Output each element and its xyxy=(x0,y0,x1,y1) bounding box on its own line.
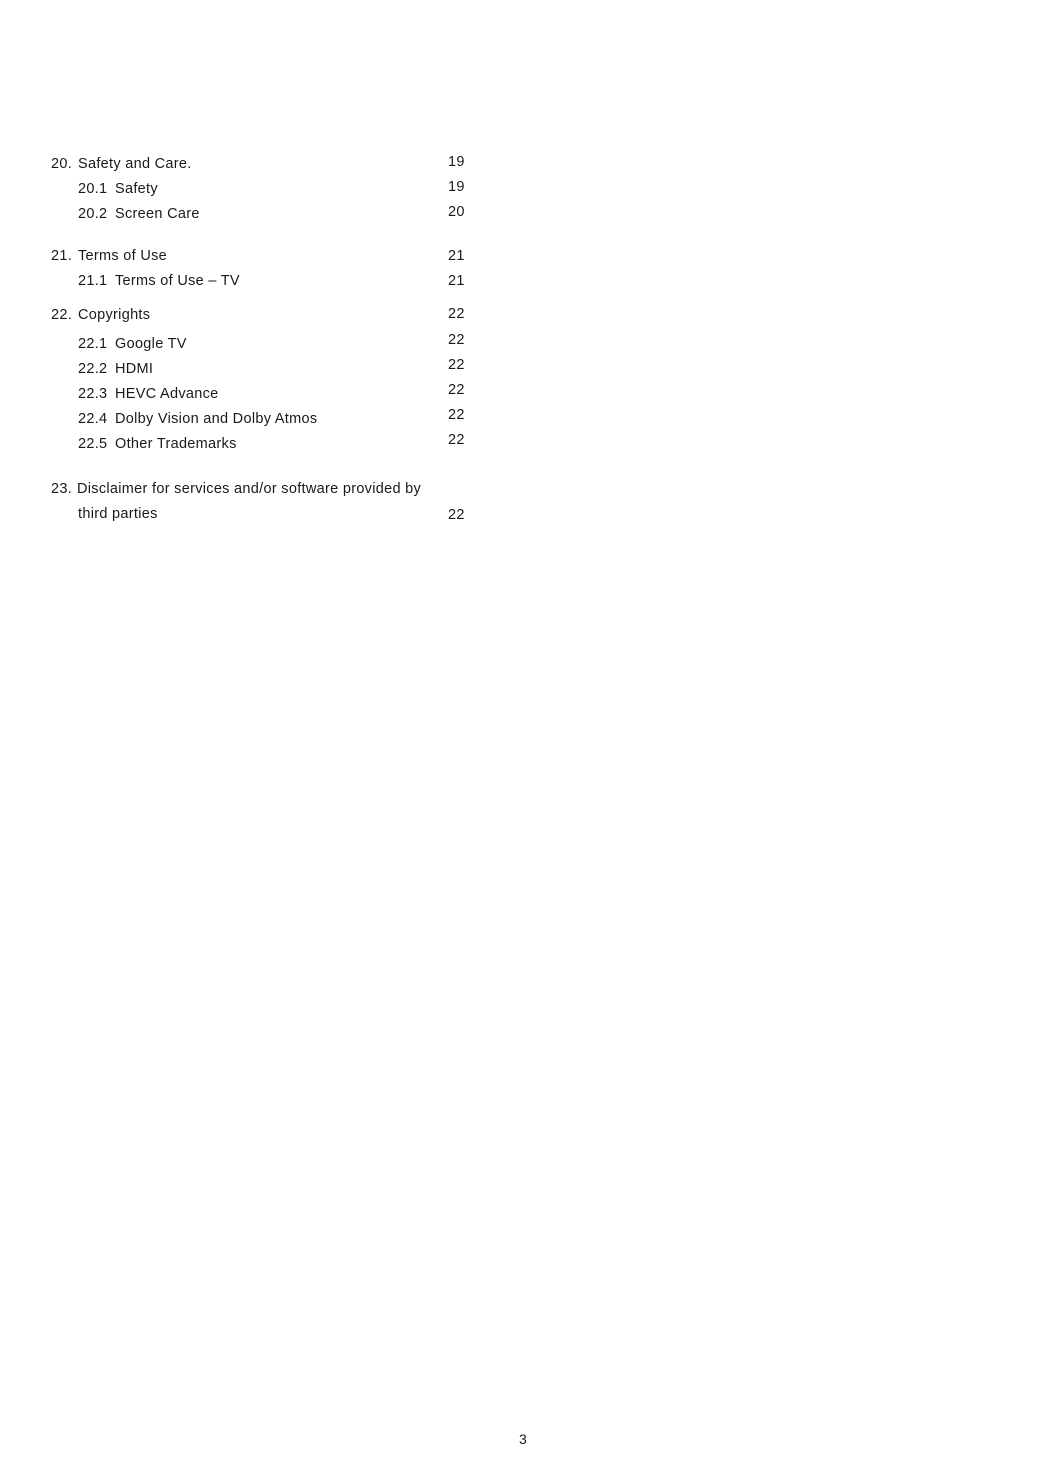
toc-section-number: 23. xyxy=(51,481,73,497)
toc-page-number: 19 xyxy=(448,154,465,170)
toc-page-number: 20 xyxy=(448,204,465,220)
toc-subsection-number: 21.1 xyxy=(78,273,108,289)
toc-page-number: 22 xyxy=(448,332,465,348)
toc-page-number: 22 xyxy=(448,357,465,373)
toc-page-number: 22 xyxy=(448,382,465,398)
toc-page-number: 21 xyxy=(448,273,465,289)
toc-page-number: 22 xyxy=(448,306,465,322)
toc-section-title[interactable]: Disclaimer for services and/or software provided by xyxy=(77,481,422,497)
toc-section-title[interactable]: Terms of Use xyxy=(78,248,168,264)
toc-subsection-number: 20.2 xyxy=(78,206,108,222)
toc-section-number: 22. xyxy=(51,307,73,323)
toc-subsection-title[interactable]: HEVC Advance xyxy=(115,386,219,402)
toc-subsection-number: 22.5 xyxy=(78,436,108,452)
toc-subsection-title[interactable]: Terms of Use – TV xyxy=(115,273,240,289)
toc-page-number: 19 xyxy=(448,179,465,195)
toc-subsection-title[interactable]: HDMI xyxy=(115,361,154,377)
toc-page-number: 22 xyxy=(448,432,465,448)
toc-section-title[interactable]: Copyrights xyxy=(78,307,151,323)
toc-section-number: 20. xyxy=(51,156,73,172)
toc-subsection-number: 20.1 xyxy=(78,181,108,197)
toc-subsection-title[interactable]: Other Trademarks xyxy=(115,436,237,452)
page-number-footer: 3 xyxy=(519,1431,527,1447)
toc-section-number: 21. xyxy=(51,248,73,264)
toc-page-number: 22 xyxy=(448,407,465,423)
toc-subsection-number: 22.2 xyxy=(78,361,108,377)
toc-subsection-number: 22.3 xyxy=(78,386,108,402)
toc-subsection-number: 22.1 xyxy=(78,336,108,352)
toc-section-title-continued[interactable]: third parties xyxy=(78,506,158,522)
toc-subsection-title[interactable]: Dolby Vision and Dolby Atmos xyxy=(115,411,318,427)
toc-subsection-title[interactable]: Google TV xyxy=(115,336,187,352)
toc-page-number: 21 xyxy=(448,248,465,264)
toc-subsection-number: 22.4 xyxy=(78,411,108,427)
toc-section-title[interactable]: Safety and Care. xyxy=(78,156,192,172)
toc-subsection-title[interactable]: Screen Care xyxy=(115,206,200,222)
toc-subsection-title[interactable]: Safety xyxy=(115,181,158,197)
toc-page-number: 22 xyxy=(448,507,465,523)
